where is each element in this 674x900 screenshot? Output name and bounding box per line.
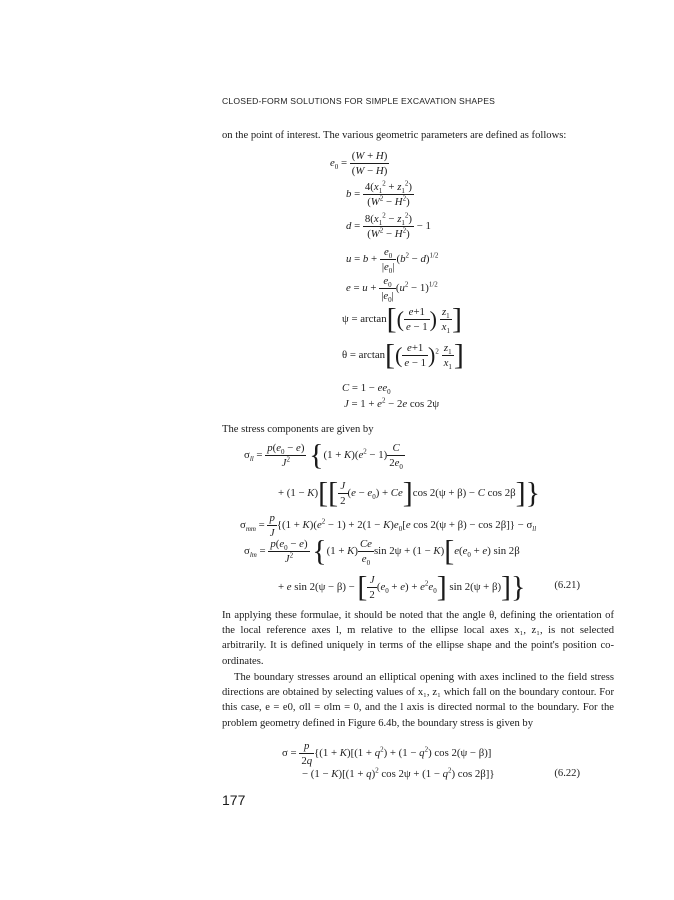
stress-intro: The stress components are given by [222,424,374,435]
eq-C: $C = 1 - ee_0$ [342,382,391,397]
page-number: 177 [222,792,246,808]
equation-number-6-22: (6.22) [554,768,580,779]
eq-boundary-sigma: σ = $\frac{p}{2q}$ {$(1 + K)[(1 + q^2) + (1 - q^2)$ cos 2(ψ − β)] [282,740,492,767]
eq-e0: $e_0$ = $\frac{(W + H)}{(W - H)}$ [330,150,388,177]
running-header: CLOSED-FORM SOLUTIONS FOR SIMPLE EXCAVATION SHAPES [222,96,496,106]
eq-sigma-lm: $\sigma_{lm}$ = $\frac{p(e_0 - e)}{J^2}$ {(1 + K) $\frac{Ce}{e_0}$ $\sin 2\psi + (1 - K)[e(e_0 + e)$ sin 2β [244,534,520,568]
eq-sigma-ll-cont: + (1 − K)[[ $\frac{J}{2}$ $(e - e_0) + Ce]\cos$ 2(ψ + β) − C cos 2β]} [278,476,541,510]
eq-J: $J = 1 + e^2 - 2e$ cos 2ψ [344,396,440,410]
eq-sigma-ll: $\sigma_{ll}$ = $\frac{p(e_0 - e)}{J^2}$ {$(1 + K)(e^2 - 1)$ $\frac{C}{2e_0}$ [244,438,403,472]
eq-psi: ψ = arctan[( $\frac{e+1}{e - 1}$ ) $\frac{z_1}{x_1}$ ] [342,302,462,336]
eq-u: u = b + $\frac{e_0}{|e_0|}$ $(b^2 - d)^{1/2}$ [346,246,439,276]
eq-boundary-sigma-cont: − $(1 - K)[(1 + q)^2$ $\cos 2\psi + (1 - q^2)$ cos 2β]} [302,766,495,780]
eq-theta: θ = arctan[( $\frac{e+1}{e - 1}$ )$^2$ $\frac{z_1}{x_1}$ ] [342,338,464,372]
paragraph-boundary-stresses: The boundary stresses around an elliptical opening with axes inclined to the field stress directions are obtained by selecting values of x₁, z₁ which fall on the boundary contour. For this case, e = e0, σll = σlm = 0, and the l axis is directed normal to the boundary. For the problem geometry defined in Figure 6.4b, the boundary stress is given by [222,672,614,729]
intro-text: on the point of interest. The various geometric parameters are defined as follows: [222,130,567,141]
eq-b: b = $\frac{4(x_1^2 + z_1^2)}{(W^2 - H^2)}$ [346,179,413,208]
eq-sigma-mm: $\sigma_{mm}$ = $\frac{p}{J}$ {$(1 + K)(e^2 - 1) + 2(1 - K)e_0[e$ $\cos 2(\psi + \beta) - \cos 2\beta]\} - \sigma_{ll}$ [240,512,537,539]
eq-sigma-lm-cont: + e sin 2(ψ − β) − [ $\frac{J}{2}$ $(e_0 + e) + e^2e_0$] sin 2(ψ + β)]} [278,570,526,604]
equation-number-6-21: (6.21) [554,580,580,591]
eq-e: e = u + $\frac{e_0}{|e_0|}$ $(u^2 - 1)^{1/2}$ [346,275,438,305]
paragraph-angle-theta: In applying these formulae, it should be noted that the angle θ, defining the orientation of the local reference axes l, m relative to the ellipse local axes x₁, z₁, is not selected arbitrarily. It is defined uniquely in terms of the ellipse shape and the point's position co-ordinates. [222,610,614,667]
eq-d: d = $\frac{8(x_1^2 - z_1^2)}{(W^2 - H^2)}$ − 1 [346,211,431,240]
